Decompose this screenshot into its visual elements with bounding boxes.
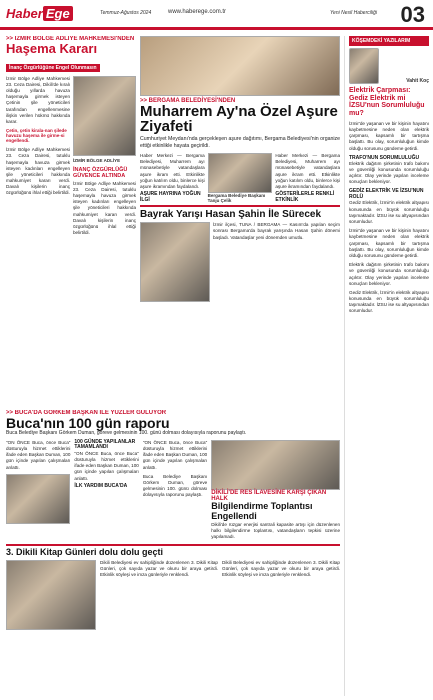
article-kicker: >> İZMİR BÖLGE ADLİYE MAHKEMESİ'NDEN [6,36,135,42]
article-byline: İnanç Özgürlüğüne Engel Olunmasın [6,64,100,72]
article-body: "ON ÖNCE Buca, önce Buca" düsturuyla hizmet ettiklerini ifade eden Başkan Duman, 100 gün içinde yapılan çalışmaları anlattı. [142,439,208,470]
buca-col [143,440,207,540]
photo-caption: Çetin, çetin kirala-nan şilede havuzu haşema ile girme-si engellendi. [6,128,67,144]
column-subhead: TRAFO'NUN SORUMLULUĞU [349,154,420,161]
article-kicker: DİKİLİ'DE RES İLAVESİNE KARŞI ÇIKAN HALK [211,489,327,502]
box-title: İLK YARDIM BUCA'DA [74,482,128,489]
box-title: AŞURE HAYRINA YOĞUN İLGİ [140,191,201,203]
photo-caption: İZMİR BÖLGE ADLİYE [73,157,121,163]
buca-col [6,440,70,540]
article-body: İzmir Bölge Adliye Mahkemesi 23. Ceza Dairesi, tutuklu haşemayla havuza girmek isteyen kadınları engelleyen şile yöneticileri hakkında mahkumiyet kararı verdi. Davalı kişilerin inanç özgürlüğünü ihlal ettiği belirtildi. [6,147,70,196]
edition-slogan: Yeni Nesil Haberciliği [330,10,377,16]
courthouse-photo [73,76,136,156]
kitap-body: Dikili Belediyesi ev sahipliğinde düzenlenen 3. Dikili Kitap Günleri, çok sayıda yazar ve okuru bir araya getirdi. Etkinlik söyleşi ve imza günleriyle renklendi. [100,559,218,578]
page-number: 03 [400,2,425,27]
article-body: "ON ÖNCE Buca, önce Buca" düsturuyla hizmet ettiklerini ifade eden Başkan Duman, 100 gün içinde yapılan çalışmaları anlattı. [6,439,71,470]
column-body: Gediz Elektrik, İzmir'in elektrik altyapısı konusunda en büyük sorumluluğu taşımaktadır. İZSU ise su altyapısından sorumludur. [349,200,429,224]
article-body: "ON ÖNCE Buca, önce Buca" düsturuyla hizmet ettiklerini ifade eden Başkan Duman, 100 gün içinde yapılan çalışmaları anlattı. [74,450,139,481]
haberege-logo[interactable]: Haber Ege [6,6,73,21]
bottom-section [6,410,340,696]
mid-article [140,36,340,406]
article-body: Dikili'de rüzgar enerjisi santrali kapasite artışı için düzenlenen halkı bilgilendirme toplantısı, vatandaşların tepkisi üzerine yapılamadı. [211,521,340,539]
article-headline[interactable]: Bilgilendirme Toplantısı Engellendi [211,500,313,521]
right-column [344,36,429,696]
asure-crowd-photo [140,36,340,96]
article-intro: Cumhuriyet Meydanı'nda gerçekleşen aşure dağıtımı, Bergama Belediyesi'nin organize ettiği etkinlikle hayata geçirildi. [140,136,340,150]
box-title: GÖSTERİLERLE RENKLİ ETKİNLİK [275,191,335,203]
kitap-photo [6,560,96,630]
photo-caption: Bergama Belediye Başkanı Tanju Çelik [207,193,266,204]
article-body: Haber Merkezi — Bergama Belediyesi, Muharrem ayı münasebetiyle vatandaşlara aşure ikram etti. Etkinlikte yoğun katılım oldu, binlerce kişi aşure ikramından faydalandı. [140,153,205,189]
kitap-headline[interactable]: 3. Dikili Kitap Günleri dolu dolu geçti [6,547,164,558]
buca-col [74,440,138,540]
author-name: Vahit Koç [406,78,429,84]
mayor-photo [208,153,273,193]
article-headline[interactable]: Muharrem Ay'na Özel Aşure Ziyafeti [140,103,338,135]
buca-photo [6,474,70,524]
column-body: Elektrik dağıtım şirketinin trafo bakımı ve güvenliği konusunda sorumluluğu açıktır. Olay yerinde yapılan inceleme sonuçları bekleniyor. [349,160,429,185]
section-label: KÖŞEMDEKİ YAZILARIM [349,36,429,46]
article-headline[interactable]: Haşema Kararı [6,41,98,56]
bayrak-body: İzmir ilçesi, TUNA / BERGAMA — Kasım'da yapılan seçim sonrası Bergama'da bayrak yarışında Hasan Şahin dönemi başladı. Vatandaşlar yeni dönemden umutlu. [213,222,340,240]
dikili-col [211,440,340,540]
article-kicker: >> BUCA'DA GÖRKEM BAŞKAN İLE YÜZLER GÜLÜYOR [6,410,167,416]
kitap-body: Dikili Belediyesi ev sahipliğinde düzenlenen 3. Dikili Kitap Günleri, çok sayıda yazar ve okuru bir araya getirdi. Etkinlik söyleşi ve imza günleriyle renklendi. [222,559,340,578]
article-intro: Buca Belediye Başkanı Görkem Duman, göreve gelmesinin 100. günü dolması dolayısıyla raporunu paylaştı. [6,430,247,436]
article-headline[interactable]: Buca'nın 100 gün raporu [6,415,170,431]
bayrak-headline[interactable]: Bayrak Yarışı Hasan Şahin İle Sürecek [140,209,322,221]
article-body: İzmir Bölge Adliye Mahkemesi 23. Ceza Dairesi, tutuklu haşemayla havuza girmek isteyen kadınları engelleyen şile yöneticileri hakkında mahkumiyet kararı verdi. Davalı kişilerin inanç özgürlüğünü ihlal ettiği belirtildi. [73,180,136,236]
section-divider [140,205,340,207]
article-intro: İzmir Bölge Adliye Mahkemesi 23. Ceza Dairesi, Dikili'de kıralı olduğu yıllarda havuza haşemayla girmek isteyen Çetinin şile yöneticileri tarafından engellenmesine ilişkin verilen hükmü hakkında karar. [6,75,70,124]
box-title: İNANÇ ÖZGÜRLÜĞÜ GÜVENCE ALTINDA [73,166,128,179]
left-article [6,36,136,406]
author-avatar [349,48,379,84]
bayrak-photo [140,222,210,302]
column-body: Elektrik dağıtım şirketinin trafo bakımı ve güvenliği konusunda sorumluluğu açıktır. Olay yerinde yapılan inceleme sonuçları bekleniyor. [349,262,429,286]
section-divider [6,544,340,546]
column-body: Gediz Elektrik, İzmir'in elektrik altyapısı konusunda en büyük sorumluluğu taşımaktadır. İZSU ise su altyapısından sorumludur. [349,289,429,314]
article-kicker: >> BERGAMA BELEDİYESİ'NDEN [140,98,236,104]
article-body: Haber Merkezi — Bergama Belediyesi, Muharrem ayı münasebetiyle vatandaşlara aşure ikram etti. Etkinlikte yoğun katılım oldu, binlerce kişi aşure ikramından faydalandı. [275,153,340,189]
column-body: İzmir'de yaşanan ve bir kişinin hayatını kaybetmesine neden olan elektrik çarpması, kapsamlı bir tartışma başlattı. Bu olay, sorumluluğun kimde olduğu sorusunu gündeme getirdi. [349,120,429,151]
website-link[interactable]: www.haberege.com.tr [168,9,227,15]
masthead [0,0,433,30]
dikili-meeting-photo [211,440,340,490]
box-title: 100 GÜNDE YAPILANLAR TAMAMLANDI [74,438,136,451]
column-subhead: GEDİZ ELEKTRİK VE İZSU'NUN ROLÜ [349,188,424,201]
article-body: Buca Belediye Başkanı Görkem Duman, göreve gelmesinin 100. günü dolması dolayısıyla raporunu paylaştı. [142,473,208,498]
column-body: İzmir'de yaşanan ve bir kişinin hayatını kaybetmesine neden olan elektrik çarpması, kapsamlı bir tartışma başlattı. Bu olay, sorumluluğun kimde olduğu sorusunu gündeme getirdi. [349,228,429,258]
column-title[interactable]: Elektrik Çarpması: Gediz Elektrik mi İZSU'nun Sorumluluğu mu? [349,87,425,118]
issue-date: Temmuz-Ağustos 2024 [100,10,152,16]
